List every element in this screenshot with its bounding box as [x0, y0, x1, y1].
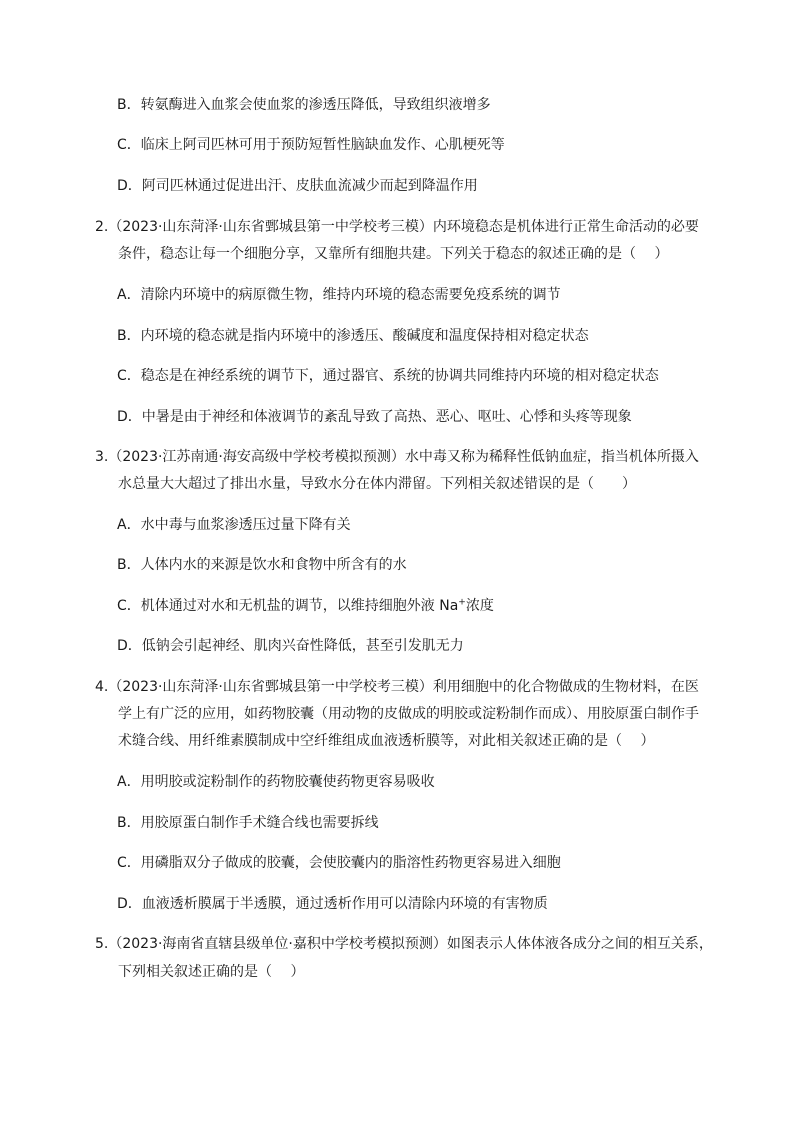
- sodium-charge: +: [458, 597, 466, 608]
- q2-stem-line-2: 条件，稳态让每一个细胞分享，又靠所有细胞共建。下列关于稳态的叙述正确的是（ ）: [118, 246, 669, 262]
- q3-option-c: [117, 596, 494, 616]
- q3-option-a: A．水中毒与血浆渗透压过量下降有关: [117, 517, 351, 533]
- q4-option-d: D．血液透析膜属于半透膜，通过透析作用可以清除内环境的有害物质: [117, 896, 548, 912]
- q3-option-d: D．低钠会引起神经、肌肉兴奋性降低，甚至引发肌无力: [117, 638, 464, 654]
- q1-option-c: C．临床上阿司匹林可用于预防短暂性脑缺血发作、心肌梗死等: [117, 137, 505, 153]
- q4-stem-line-1: 4.（2023·山东菏泽·山东省鄄城县第一中学校考三模）利用细胞中的化合物做成的生物材料，在医: [95, 679, 699, 695]
- q2-option-b: B．内环境的稳态就是指内环境中的渗透压、酸碱度和温度保持相对稳定状态: [117, 328, 589, 344]
- q3-option-c-text: C．机体通过对水和无机盐的调节，以维持细胞外液 Na: [117, 598, 459, 614]
- q1-option-b: B．转氨酶进入血浆会使血浆的渗透压降低，导致组织液增多: [117, 97, 491, 113]
- q4-option-b: B．用胶原蛋白制作手术缝合线也需要拆线: [117, 815, 379, 831]
- q3-stem-line-1: 3.（2023·江苏南通·海安高级中学校考模拟预测）水中毒又称为稀释性低钠血症，指当机体所摄入: [95, 449, 699, 465]
- q4-option-a: A．用明胶或淀粉制作的药物胶囊使药物更容易吸收: [117, 774, 435, 790]
- q1-option-d: D．阿司匹林通过促进出汗、皮肤血流减少而起到降温作用: [117, 178, 478, 194]
- q2-stem-line-1: 2.（2023·山东菏泽·山东省鄄城县第一中学校考三模）内环境稳态是机体进行正常生命活动的必要: [95, 219, 699, 235]
- q4-stem-line-3: 术缝合线、用纤维素膜制成中空纤维组成血液透析膜等，对此相关叙述正确的是（ ）: [118, 733, 655, 749]
- q4-option-c: C．用磷脂双分子做成的胶囊，会使胶囊内的脂溶性药物更容易进入细胞: [117, 855, 561, 871]
- q3-option-b: B．人体内水的来源是饮水和食物中所含有的水: [117, 557, 407, 573]
- q5-stem-line-2: 下列相关叙述正确的是（ ）: [118, 964, 305, 980]
- q3-stem-line-2: 水总量大大超过了排出水量，导致水分在体内滞留。下列相关叙述错误的是（ ）: [118, 476, 636, 492]
- q4-stem-line-2: 学上有广泛的应用，如药物胶囊（用动物的皮做成的明胶或淀粉制作而成）、用胶原蛋白制作手: [118, 706, 699, 722]
- q3-option-c-suffix: 浓度: [465, 598, 494, 614]
- q2-option-d: D．中暑是由于神经和体液调节的紊乱导致了高热、恶心、呕吐、心悸和头疼等现象: [117, 409, 632, 425]
- q2-option-a: A．清除内环境中的病原微生物，维持内环境的稳态需要免疫系统的调节: [117, 287, 561, 303]
- q2-option-c: C．稳态是在神经系统的调节下，通过器官、系统的协调共同维持内环境的相对稳定状态: [117, 368, 659, 384]
- q5-stem-line-1: 5.（2023·海南省直辖县级单位·嘉积中学校考模拟预测）如图表示人体体液各成分之间的相互关系，: [95, 936, 713, 952]
